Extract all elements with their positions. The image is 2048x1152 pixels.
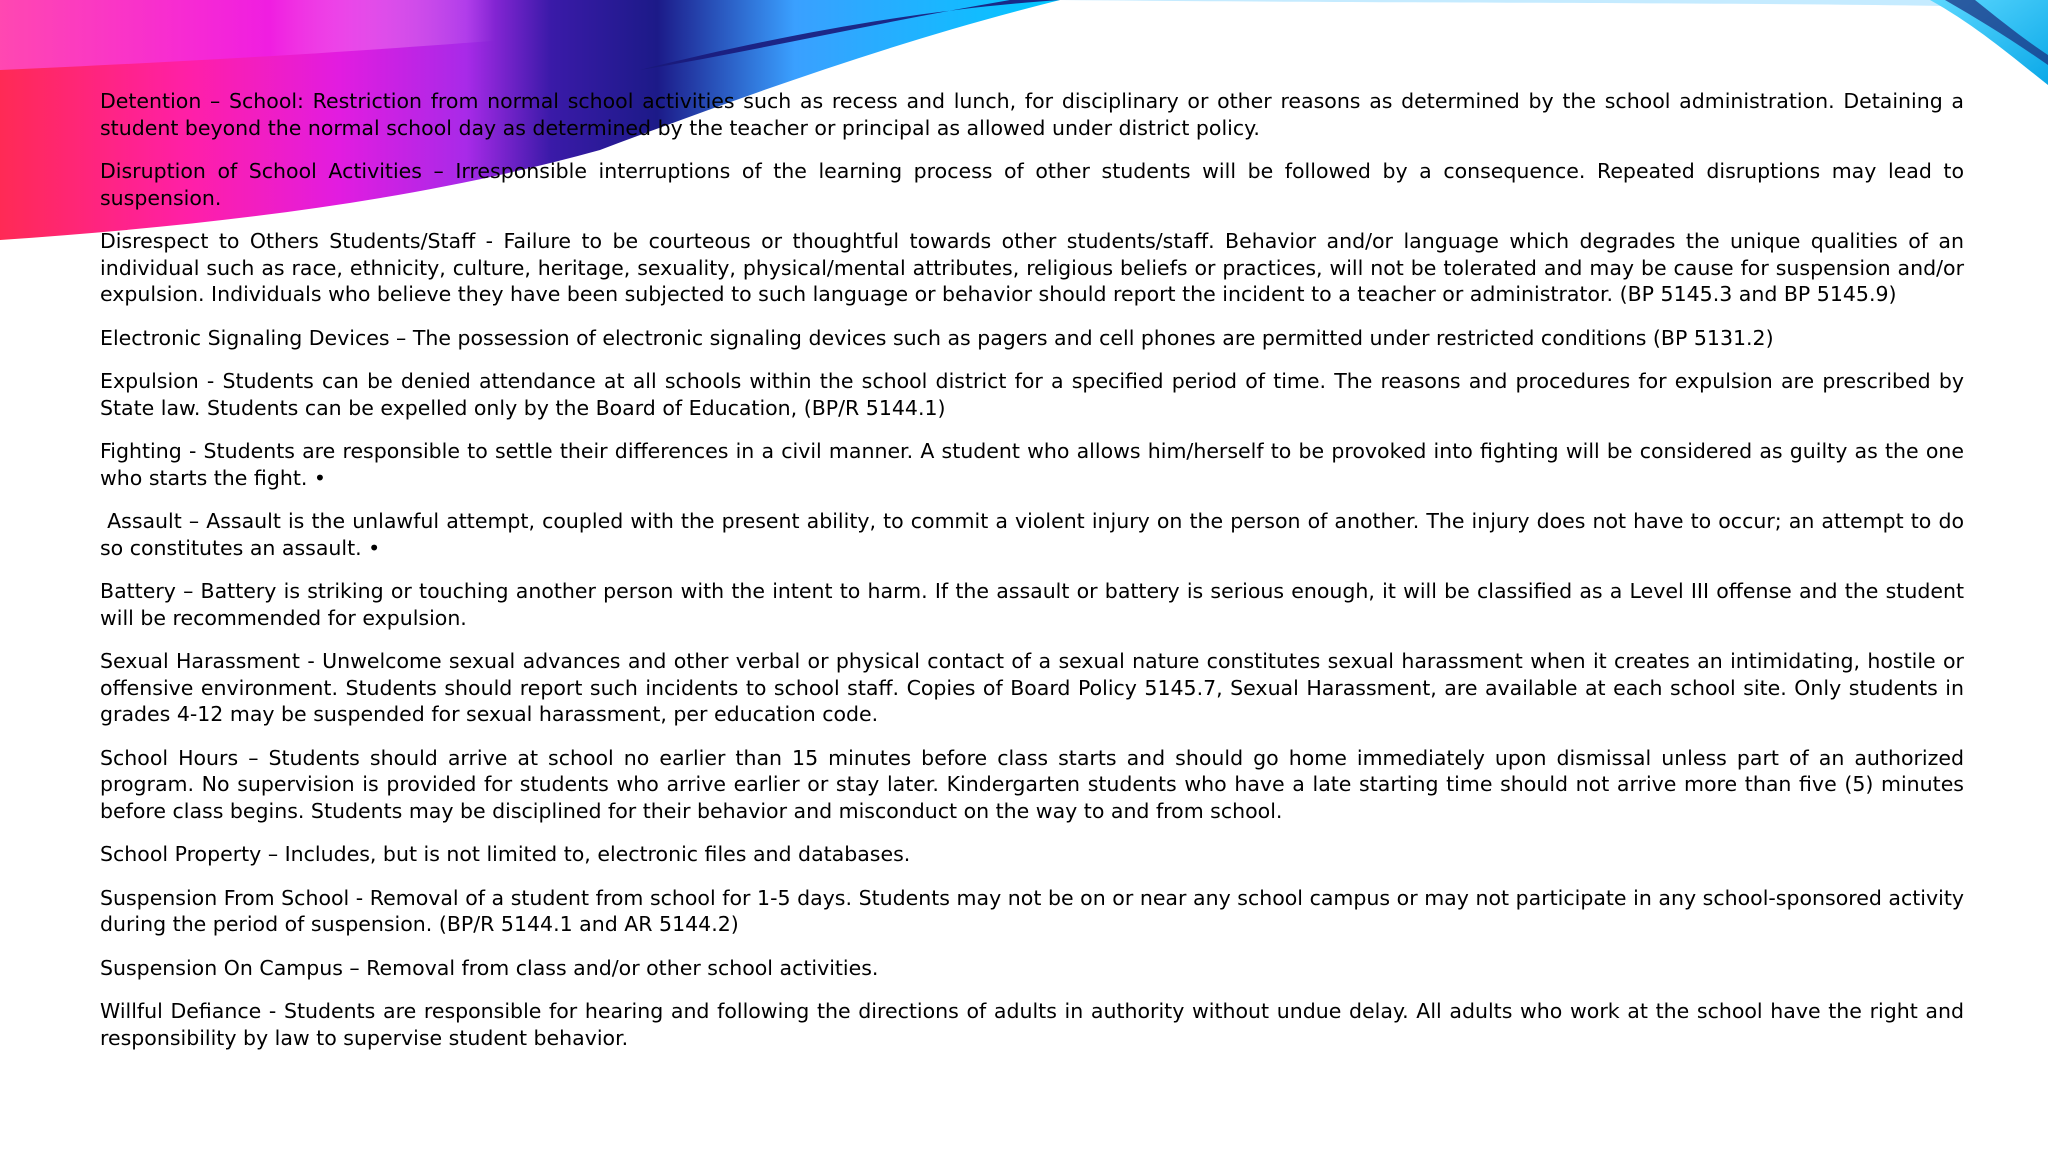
paragraph-fighting: Fighting - Students are responsible to settle their differences in a civil manner. A student who allows him/herself to be provoked into fighting will be considered as guilty as the one who starts the fight. • — [100, 439, 1964, 490]
paragraph-willful-defiance: Willful Defiance - Students are responsible for hearing and following the directions of adults in authority without undue delay. All adults who work at the school have the right and responsibility by law to supervise student behavior. — [100, 999, 1964, 1050]
paragraph-battery: Battery – Battery is striking or touching another person with the intent to harm. If the assault or battery is serious enough, it will be classified as a Level III offense and the student will be recommended for expulsion. — [100, 579, 1964, 630]
policy-text-body — [100, 88, 1971, 1068]
paragraph-disrespect: Disrespect to Others Students/Staff - Failure to be courteous or thoughtful towards other students/staff. Behavior and/or language which degrades the unique qualities of an individual such as race, ethnicity, culture, heritage, sexuality, physical/mental attributes, religious beliefs or practices, will not be tolerated and may be cause for suspension and/or expulsion. Individuals who believe they have been subjected to such language or behavior should report the incident to a teacher or administrator. (BP 5145.3 and BP 5145.9) — [100, 229, 1964, 306]
paragraph-sexual-harassment: Sexual Harassment - Unwelcome sexual advances and other verbal or physical contact of a sexual nature constitutes sexual harassment when it creates an intimidating, hostile or offensive environment. Students should report such incidents to school staff. Copies of Board Policy 5145.7, Sexual Harassment, are available at each school site. Only students in grades 4-12 may be suspended for sexual harassment, per education code. — [100, 649, 1964, 726]
wave-band-light — [1060, 0, 2048, 8]
paragraph-electronic-devices: Electronic Signaling Devices – The possession of electronic signaling devices such as pagers and cell phones are permitted under restricted conditions (BP 5131.2) — [100, 325, 1774, 350]
paragraph-detention: Detention – School: Restriction from normal school activities such as recess and lunch, for disciplinary or other reasons as determined by the school administration. Detaining a student beyond the normal school day as determined by the teacher or principal as allowed under district policy. — [100, 89, 1964, 140]
paragraph-assault: Assault – Assault is the unlawful attempt, coupled with the present ability, to commit a violent injury on the person of another. The injury does not have to occur; an attempt to do so constitutes an assault. • — [100, 509, 1971, 560]
paragraph-school-hours: School Hours – Students should arrive at school no earlier than 15 minutes before class starts and should go home immediately upon dismissal unless part of an authorized program. No supervision is provided for students who arrive earlier or stay later. Kindergarten students who have a late starting time should not arrive more than five (5) minutes before class begins. Students may be disciplined for their behavior and misconduct on the way to and from school. — [100, 745, 1964, 823]
paragraph-expulsion: Expulsion - Students can be denied attendance at all schools within the school district for a specified period of time. The reasons and procedures for expulsion are prescribed by State law. Students can be expelled only by the Board of Education, (BP/R 5144.1) — [100, 369, 1964, 420]
paragraph-disruption: Disruption of School Activities – Irresponsible interruptions of the learning process of other students will be followed by a consequence. Repeated disruptions may lead to suspension. — [100, 159, 1964, 210]
paragraph-suspension-from-school: Suspension From School - Removal of a student from school for 1-5 days. Students may not be on or near any school campus or may not participate in any school-sponsored activity during the period of suspension. (BP/R 5144.1 and AR 5144.2) — [100, 885, 1964, 936]
paragraph-suspension-on-campus: Suspension On Campus – Removal from class and/or other school activities. — [100, 955, 879, 980]
paragraph-school-property: School Property – Includes, but is not limited to, electronic files and databases. — [100, 842, 911, 866]
